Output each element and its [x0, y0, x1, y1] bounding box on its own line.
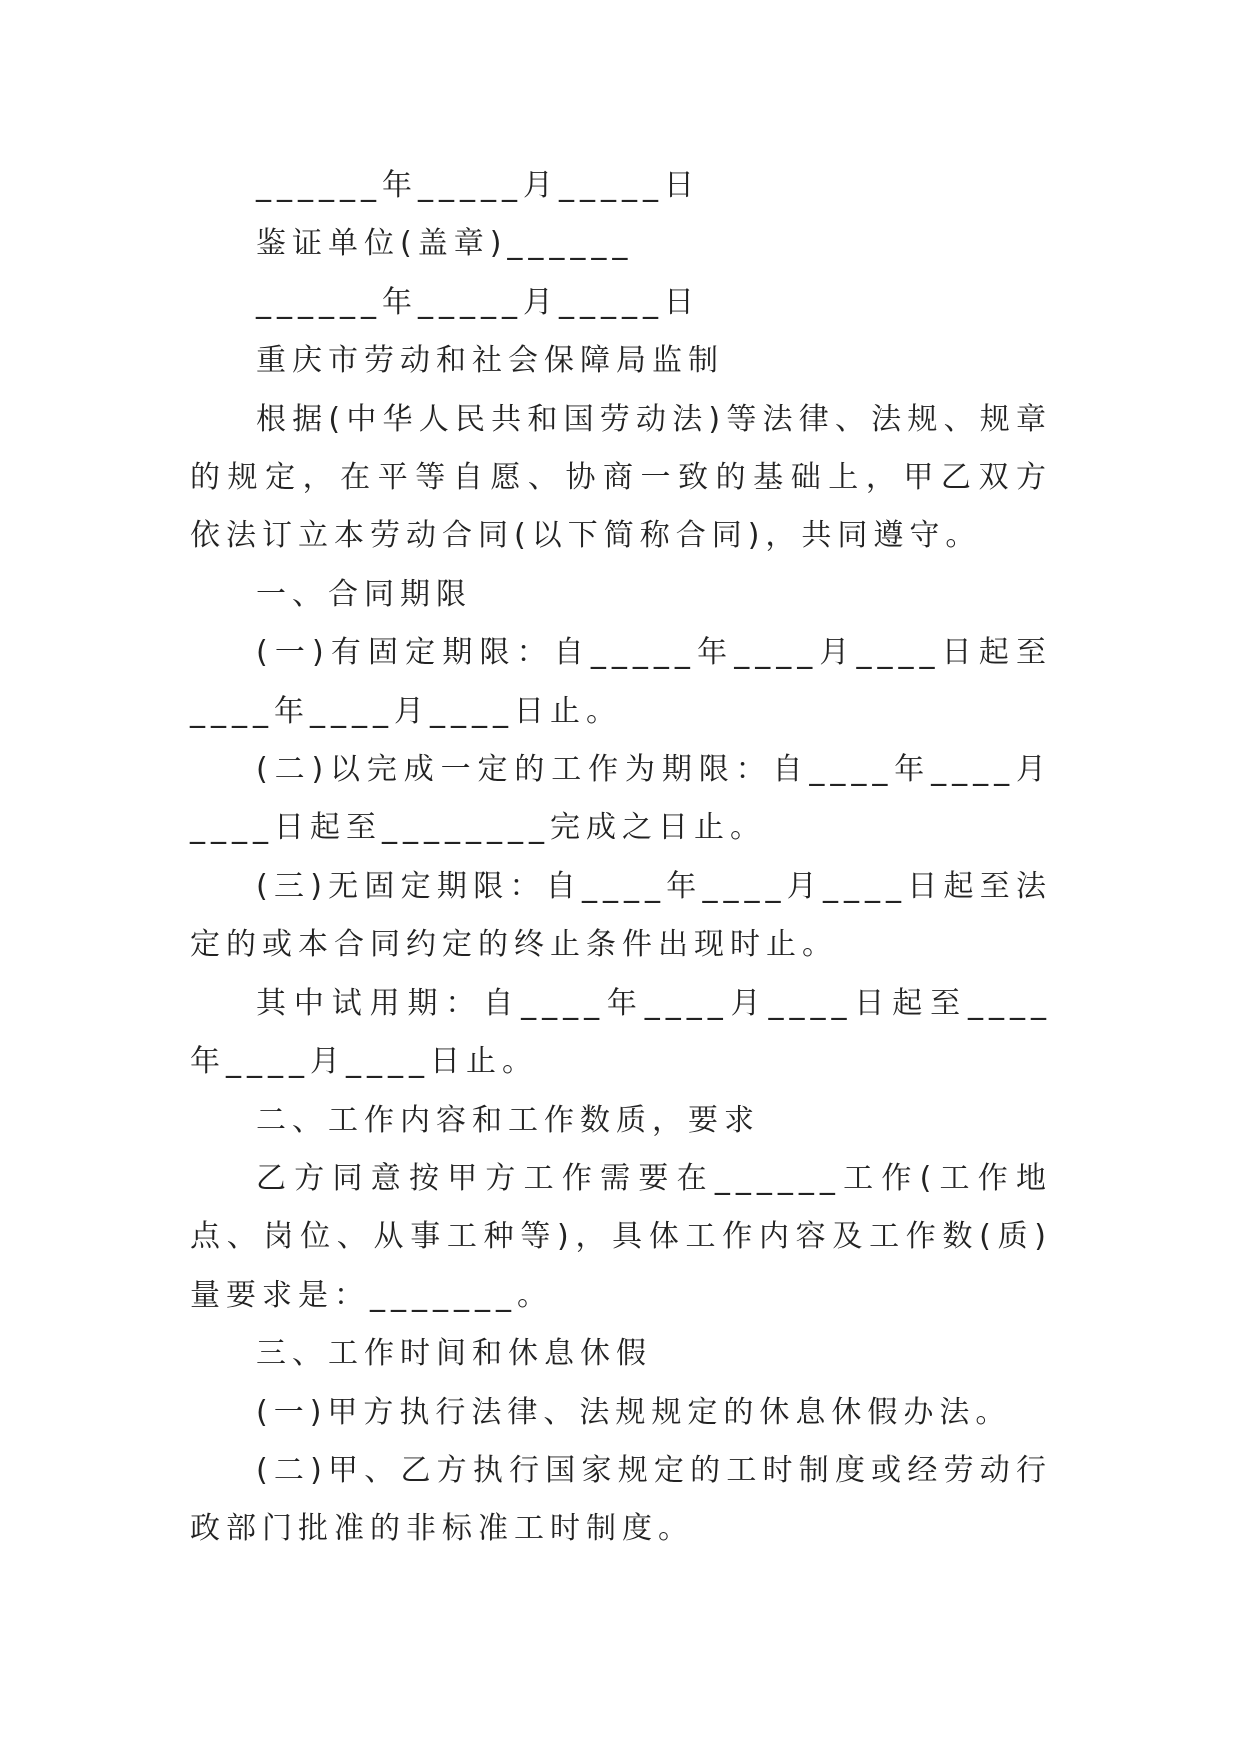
authentication-unit-seal: 鉴证单位(盖章)______ [256, 226, 634, 262]
preamble-paragraph: 根据(中华人民共和国劳动法)等法律、法规、规章的规定，在平等自愿、协商一致的基础上，甲乙双方依法订立本劳动合同(以下简称合同)，共同遵守。 [190, 401, 1052, 554]
rest-leave-clause: (一)甲方执行法律、法规规定的休息休假办法。 [256, 1394, 1012, 1430]
work-content-clause: 乙方同意按甲方工作需要在______工作(工作地点、岗位、从事工种等)，具体工作内容及工作数(质)量要求是：_______。 [190, 1160, 1052, 1313]
section-heading-work-content: 二、工作内容和工作数质，要求 [256, 1102, 760, 1138]
date-line-authentication: ______年_____月_____日 [256, 284, 700, 320]
task-based-term-clause: (二)以完成一定的工作为期限：自____年____月____日起至________完成之日止。 [190, 752, 1052, 846]
supervising-bureau: 重庆市劳动和社会保障局监制 [256, 343, 724, 379]
open-ended-term-clause: (三)无固定期限：自____年____月____日起至法定的或本合同约定的终止条件出现时止。 [190, 868, 1052, 963]
section-heading-working-hours: 三、工作时间和休息休假 [256, 1336, 652, 1372]
date-line-signing: ______年_____月_____日 [256, 168, 700, 203]
working-hours-system-clause: (二)甲、乙方执行国家规定的工时制度或经劳动行政部门批准的非标准工时制度。 [190, 1452, 1052, 1547]
fixed-term-clause: (一)有固定期限：自_____年____月____日起至____年____月____日止。 [190, 635, 1052, 729]
document-body [190, 157, 1052, 1559]
section-heading-contract-term: 一、合同期限 [256, 576, 472, 612]
probation-period-clause: 其中试用期：自____年____月____日起至____年____月____日止。 [190, 985, 1052, 1080]
